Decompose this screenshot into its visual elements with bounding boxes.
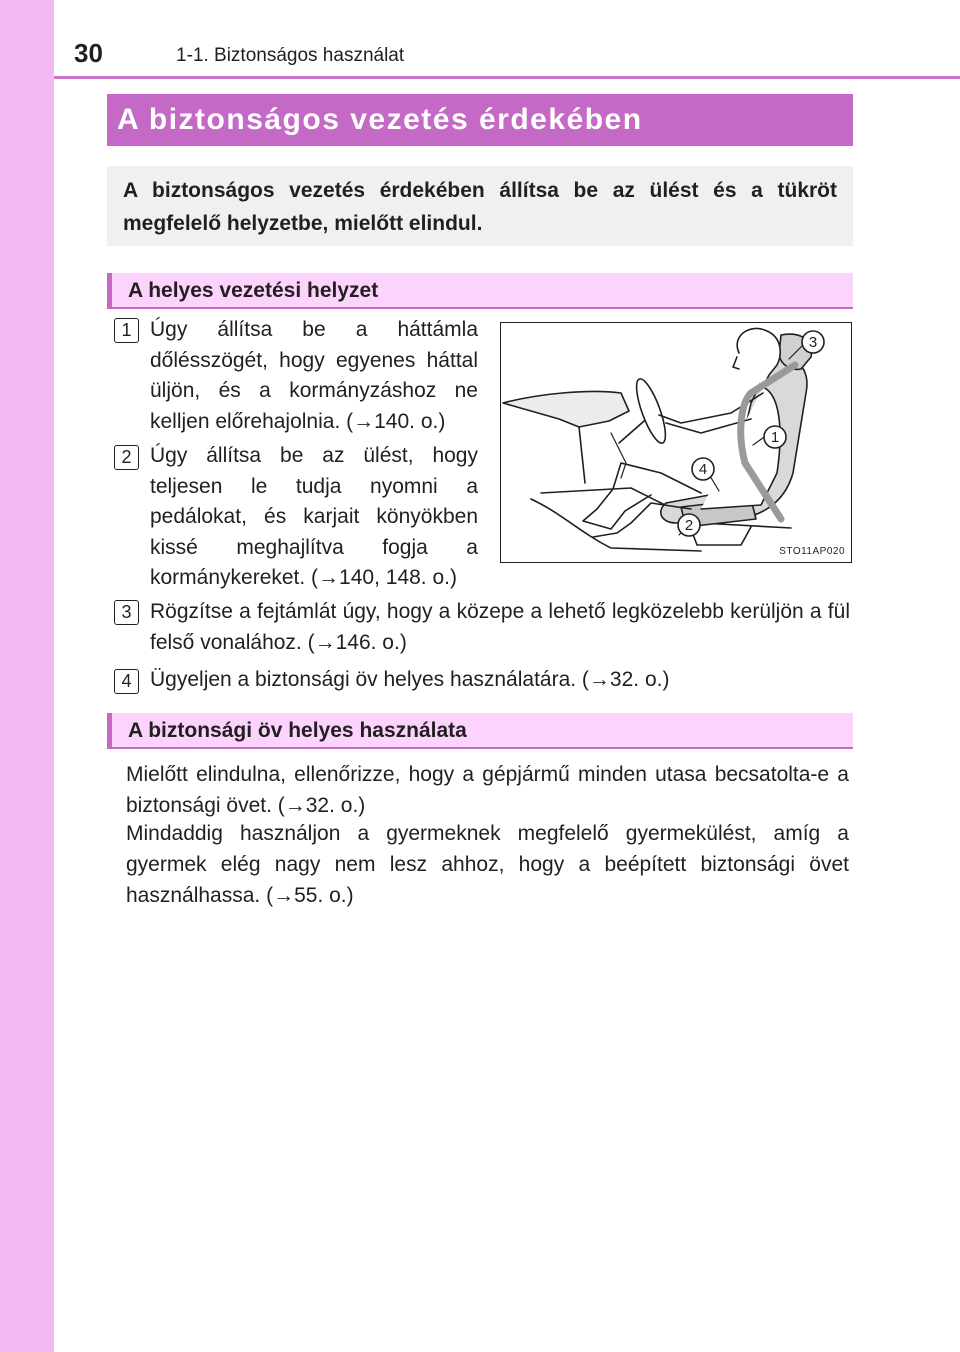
page-title-bar: [107, 94, 853, 146]
item-number-badge: 3: [114, 600, 139, 625]
subheader-driving-position-label: A helyes vezetési helyzet: [128, 279, 379, 302]
subheader-seatbelt-use: [107, 713, 853, 749]
side-color-strip: [0, 0, 54, 1352]
body-paragraph: Mielőtt elindulna, ellenőrizze, hogy a gépjármű minden utasa becsatolta-e a biztonsági övet. (→32. o.): [126, 763, 849, 817]
item-text: Úgy állítsa be az ülést, hogy teljesen le tudja nyomni a pedálokat, és karjait könyökben kissé meghajlítva fogja a kormánykereket. (→140, 148. o.): [150, 444, 478, 589]
item-text: Úgy állítsa be a háttámla dőlésszögét, hogy egyenes háttal üljön, és a kormányzáshoz ne kelljen előrehajolnia. (→140. o.): [150, 318, 478, 433]
illustration-code: STO11AP020: [779, 546, 845, 557]
subheader-driving-position: [107, 273, 853, 309]
driving-position-illustration: [500, 322, 852, 563]
intro-box: [107, 166, 853, 246]
item-text: Ügyeljen a biztonsági öv helyes használatára. (→32. o.): [150, 668, 670, 691]
item-text: Rögzítse a fejtámlát úgy, hogy a közepe a lehető legközelebb kerüljön a fül felső vonalához. (→146. o.): [150, 600, 850, 654]
callout-4-label: 4: [698, 461, 708, 478]
intro-text: A biztonságos vezetés érdekében állítsa be az ülést és a tükröt megfelelő helyzetbe, mielőtt elindul.: [123, 179, 837, 235]
callout-1-label: 1: [770, 429, 780, 446]
body-paragraph: Mindaddig használjon a gyermeknek megfelelő gyermekülést, amíg a gyermek elég nagy nem lesz ahhoz, hogy a beépített biztonsági övet használhassa. (→55. o.): [126, 822, 849, 907]
item-number-badge: 2: [114, 445, 139, 470]
subheader-seatbelt-use-label: A biztonsági öv helyes használata: [128, 719, 467, 742]
callout-3-label: 3: [808, 334, 818, 351]
section-breadcrumb: 1-1. Biztonságos használat: [176, 45, 405, 66]
item-number-badge: 4: [114, 669, 139, 694]
item-number-badge: 1: [114, 318, 139, 343]
page-number: 30: [74, 38, 103, 68]
callout-2-label: 2: [684, 517, 694, 534]
header-divider: [54, 76, 960, 79]
page-title: A biztonságos vezetés érdekében: [117, 103, 643, 136]
driver-seat-drawing: [501, 323, 851, 562]
